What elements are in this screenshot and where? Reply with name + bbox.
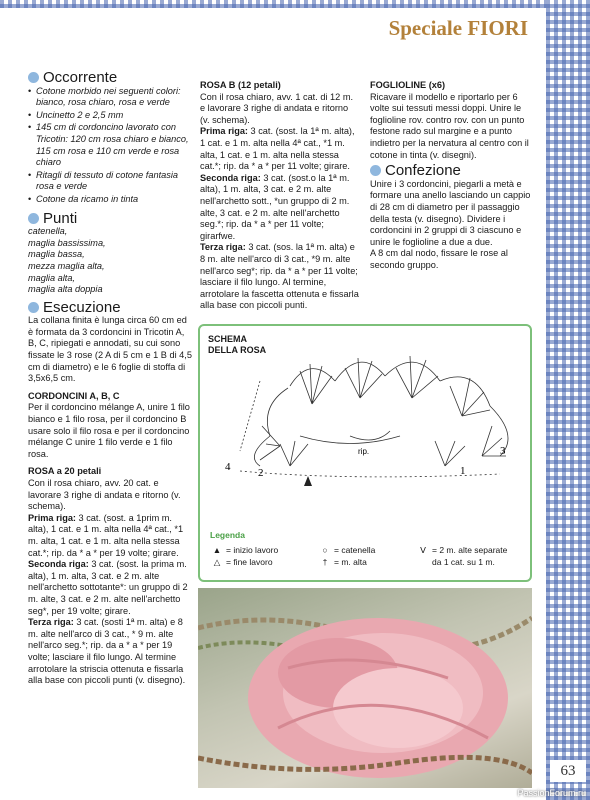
list-item: • Uncinetto 2 e 2,5 mm <box>28 110 193 122</box>
foglioline-heading: FOGLIOLINE (x6) <box>370 80 446 90</box>
confezione-text-2: A 8 cm dal nodo, fissare le rose al secondo gruppo. <box>370 248 508 270</box>
rose-photo <box>198 588 532 788</box>
page-number: 63 <box>550 760 586 782</box>
diagram-label-2: 2 <box>258 467 264 479</box>
list-item: maglia bassa, <box>28 249 85 260</box>
diagram-label-4: 4 <box>225 461 231 473</box>
legend-item-start: ▲ = inizio lavoro <box>210 544 278 556</box>
double-crochet-icon: † <box>322 557 328 567</box>
list-item: • Cotone morbido nei seguenti colori: bianco, rosa chiaro, rosa e verde <box>28 86 193 109</box>
rosa-a-heading: ROSA a 20 petali <box>28 466 102 477</box>
rosa-a-row3: Terza riga: 3 cat. (sosti 1ª m. alta) e 8 m. alte nell'arco di 3 cat., * 9 m. alte nell'arco seg.*; rip. da a * a * per 19 volte; lasciare il filo lungo. Al termine arrotolare la striscia ottenuta e fissarla alla base con piccoli punti (v. disegno). <box>28 617 186 686</box>
list-item: catenella, <box>28 226 68 237</box>
legend-item-chain: ○ = catenella <box>318 544 375 556</box>
confezione-heading: Confezione <box>370 165 532 177</box>
start-arrow-icon <box>304 476 312 486</box>
column-left <box>28 69 193 687</box>
cordoncini-heading: CORDONCINI A, B, C <box>28 390 120 401</box>
esecuzione-heading: Esecuzione <box>28 302 193 314</box>
v-stitch-icon: ᐯ <box>420 545 426 555</box>
rosa-b-row3: Terza riga: 3 cat. (sos. la 1ª m. alta) e 8 m. alte nell'arco di 3 cat., *9 m. alte nell'arco seg*; rip. da * a * per 11 volte; lasciare il filo lungo. Al termine, arrotolare la fascetta ottenuta e fissarla alla base con piccoli punti. <box>200 242 359 311</box>
gingham-border-right <box>546 0 590 800</box>
rosa-b-intro: Con il rosa chiaro, avv. 1 cat. di 12 m. e lavorare 3 righe di andata e ritorno (v. schema). <box>200 91 354 125</box>
materials-list <box>28 86 193 206</box>
rosa-a-intro: Con il rosa chiaro, avv. 20 cat. e lavorare 3 righe di andata e ritorno (v. schema). <box>28 478 181 512</box>
bullet-dot-icon <box>28 72 39 83</box>
diagram-label-rip: rip. <box>358 447 370 456</box>
list-item: • 145 cm di cordoncino lavorato con Tricotin: 120 cm rosa chiaro e bianco, 115 cm rosa e 110 cm verde e rosa chiaro <box>28 122 193 168</box>
column-right <box>370 80 532 272</box>
list-item: maglia alta doppia <box>28 284 103 295</box>
confezione-text: Unire i 3 cordoncini, piegarli a metà e formare una anello lasciando un cappio di 28 cm di diametro per il passaggio della testa (v. disegno). Dividere i cordoncini in 2 gruppi di 3 ciascuno e unire le foglioline a due a due. <box>370 178 531 247</box>
foglioline-text: Ricavare il modello e riportarlo per 6 volte sui tessuti messi doppi. Unire le foglioline rov. contro rov. con un punto festone rado sul margine e a punto indietro per la nervatura al centro con il cotone in tinta (v. disegni). <box>370 91 529 160</box>
diagram-label-3: 3 <box>500 445 506 457</box>
rosa-b-row1: Prima riga: 3 cat. (sost. la 1ª m. alta), 1 cat. e 1 m. alta nella 4ª cat., *1 m. alta, 1 cat. e 1 m. alta nella stessa cat.*; rip. da * a * per 11 volte; girare. <box>200 126 355 172</box>
legend-item-end: △ = fine lavoro <box>210 556 273 568</box>
legend-item-separate: ᐯ = 2 m. alte separate <box>416 544 507 556</box>
list-item: • Ritagli di tessuto di cotone fantasia rosa e verde <box>28 170 193 193</box>
bullet-dot-icon <box>28 302 39 313</box>
rosa-a-row1: Prima riga: 3 cat. (sost. a 1prim m. alta), 1 cat. e 1 m. alta nella 4ª cat., *1 m. alta, 1 cat. e 1 m. alta nella stessa cat.*; rip. da * a * per 19 volte; girare. <box>28 512 184 558</box>
chain-stitch-icon: ○ <box>322 545 328 555</box>
schema-diagram-box <box>198 324 532 582</box>
list-item: • Cotone da ricamo in tinta <box>28 194 193 206</box>
list-item: maglia bassissima, <box>28 237 106 248</box>
rose-illustration <box>198 588 532 788</box>
watermark: PassionForum.ru <box>517 788 586 798</box>
crochet-rose-diagram <box>200 326 530 526</box>
legend-item-separate-2: da 1 cat. su 1 m. <box>432 557 495 567</box>
legend-item-dc: † = m. alta <box>318 556 367 568</box>
rosa-a-row2: Seconda riga: 3 cat. (sost. la prima m. alta), 1 m. alta, 3 cat. e 2 m. alte nell'archetto sottotante*: un gruppo di 2 m. alte, 3 cat. e 2 m. alte nell'archetto seg*, per 19 volte; girare. <box>28 559 188 616</box>
list-item: maglia alta, <box>28 272 75 283</box>
rosa-b-row2: Seconda riga: 3 cat. (sost.o la 1ª m. alta), 1 m. alta, 3 cat. e 2 m. alte nell'archetto sott., *un gruppo di 2 m. alte, 3 cat. e 2 m. alte nell'archetto seg.*; rip. da * a * per 11 volte; girarfwe. <box>200 172 350 241</box>
list-item: mezza maglia alta, <box>28 260 105 271</box>
diagram-label-1: 1 <box>460 465 466 477</box>
occorrente-heading: Occorrente <box>28 72 193 84</box>
punti-heading: Punti <box>28 213 193 225</box>
column-middle <box>200 80 360 312</box>
legend-title: Legenda <box>210 530 245 540</box>
cordoncini-text: Per il cordoncino mélange A, unire 1 filo bianco e 1 filo rosa, per il cordoncino B usare solo il filo rosa e per il cordoncino mélange C unire 1 filo verde e 1 filo rosa. <box>28 402 190 459</box>
rosa-b-heading: ROSA B (12 petali) <box>200 80 281 90</box>
start-arrow-icon: ▲ <box>212 545 222 555</box>
end-arrow-icon: △ <box>213 557 221 567</box>
bullet-dot-icon <box>370 165 381 176</box>
esecuzione-intro: La collana finita è lunga circa 60 cm ed è formata da 3 cordoncini in Tricotin A, B, C, ripiegati e annodati, su cui sono fissate le 3 rose (2 A di 5 cm e 1 B di 4,5 cm di diametro) e le 6 foglie di stoffa di 3,5x6,5 cm. <box>28 315 192 384</box>
gingham-border-top <box>0 0 590 8</box>
bullet-dot-icon <box>28 213 39 224</box>
page-title: Speciale FIORI <box>388 16 528 40</box>
stitches-list <box>28 226 193 296</box>
schema-title: SCHEMA DELLA ROSA <box>208 334 267 355</box>
